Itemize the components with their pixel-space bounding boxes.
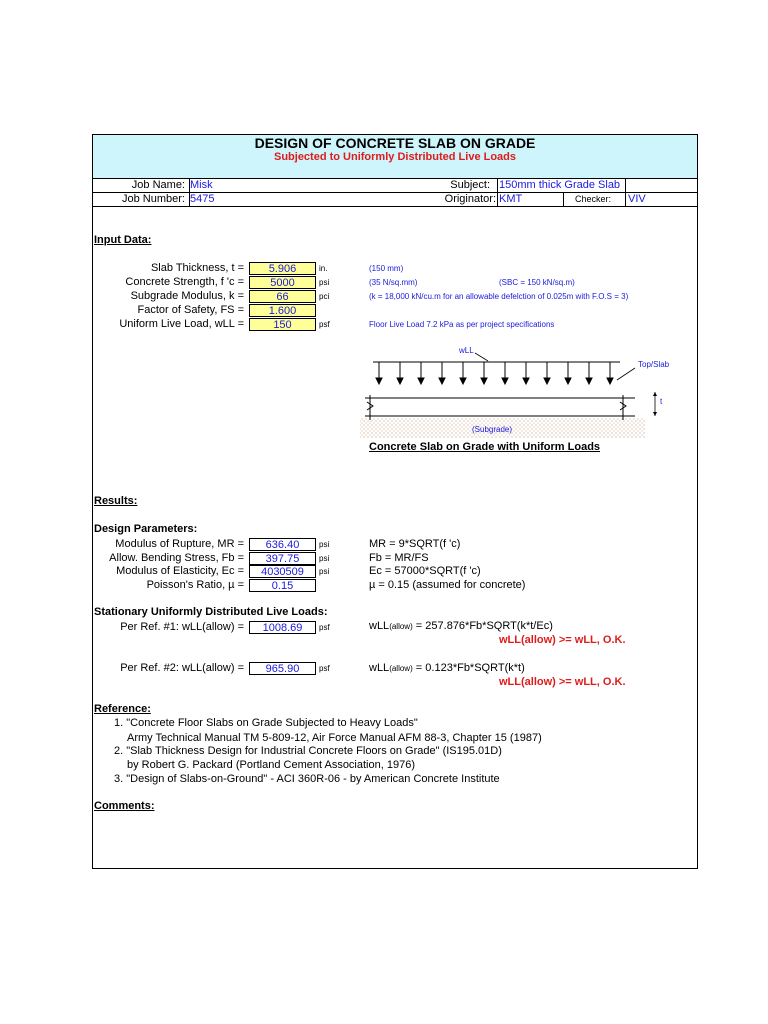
checker-value[interactable]: VIV xyxy=(628,193,646,205)
param-mr-unit: psi xyxy=(319,540,330,549)
input-data-heading: Input Data: xyxy=(94,234,152,246)
ref1-label: Per Ref. #1: wLL(allow) = xyxy=(120,621,244,633)
note-strength: (35 N/sq.mm) xyxy=(369,278,418,287)
param-label-fb: Allow. Bending Stress, Fb = xyxy=(109,552,244,564)
results-heading: Results: xyxy=(94,495,138,507)
reference-line-2: Army Technical Manual TM 5-809-12, Air Force Manual AFM 88-3, Chapter 15 (1987) xyxy=(127,732,542,744)
ref2-check: wLL(allow) >= wLL, O.K. xyxy=(499,676,626,688)
note-sbc: (SBC = 150 kN/sq.m) xyxy=(499,278,575,287)
input-label-strength: Concrete Strength, f 'c = xyxy=(125,276,244,288)
ref2-label: Per Ref. #2: wLL(allow) = xyxy=(120,662,244,674)
diagram-top-slab-label: Top/Slab xyxy=(638,360,670,369)
reference-line-1: 1. "Concrete Floor Slabs on Grade Subjected to Heavy Loads" xyxy=(114,717,418,729)
job-number-label: Job Number: xyxy=(122,193,185,205)
param-mr-value: 636.40 xyxy=(249,538,316,551)
input-label-liveload: Uniform Live Load, wLL = xyxy=(119,318,244,330)
slab-diagram xyxy=(355,340,685,440)
checker-label: Checker: xyxy=(575,194,612,204)
originator-label: Originator: xyxy=(444,193,496,205)
input-thickness-field[interactable]: 5.906 xyxy=(249,262,316,275)
subject-value[interactable]: 150mm thick Grade Slab xyxy=(499,179,621,191)
param-fb-unit: psi xyxy=(319,554,330,563)
ref2-formula: wLL(allow) = 0.123*Fb*SQRT(k*t) xyxy=(369,662,525,674)
unit-psf: psf xyxy=(319,320,330,329)
input-subgrade-field[interactable]: 66 xyxy=(249,290,316,303)
param-label-ec: Modulus of Elasticity, Ec = xyxy=(116,565,244,577)
input-strength-field[interactable]: 5000 xyxy=(249,276,316,289)
ref1-unit: psf xyxy=(319,623,330,632)
unit-psi: psi xyxy=(319,278,330,287)
ref2-value: 965.90 xyxy=(249,662,316,675)
subject-label: Subject: xyxy=(450,179,490,191)
note-subgrade: (k = 18,000 kN/cu.m for an allowable defelction of 0.025m with F.O.S = 3) xyxy=(369,292,629,301)
ref1-check: wLL(allow) >= wLL, O.K. xyxy=(499,634,626,646)
ref1-formula: wLL(allow) = 257.876*Fb*SQRT(k*t/Ec) xyxy=(369,620,553,632)
note-liveload: Floor Live Load 7.2 kPa as per project specifications xyxy=(369,320,555,329)
param-fb-value: 397.75 xyxy=(249,552,316,565)
originator-value[interactable]: KMT xyxy=(499,193,523,205)
job-name-label: Job Name: xyxy=(131,179,185,191)
ref1-value: 1008.69 xyxy=(249,621,316,634)
reference-line-4: by Robert G. Packard (Portland Cement Association, 1976) xyxy=(127,759,415,771)
input-label-fs: Factor of Safety, FS = xyxy=(137,304,244,316)
design-params-heading: Design Parameters: xyxy=(94,523,198,535)
param-fb-formula: Fb = MR/FS xyxy=(369,552,429,564)
sheet-header xyxy=(92,134,698,179)
unit-pci: pci xyxy=(319,292,330,301)
diagram-wll-label: wLL xyxy=(459,346,474,355)
comments-heading: Comments: xyxy=(94,800,155,812)
input-fs-field[interactable]: 1.600 xyxy=(249,304,316,317)
reference-line-5: 3. "Design of Slabs-on-Ground" - ACI 360R-06 - by American Concrete Institute xyxy=(114,773,500,785)
param-poisson-value: 0.15 xyxy=(249,579,316,592)
reference-heading: Reference: xyxy=(94,703,151,715)
unit-in: in. xyxy=(319,264,328,273)
param-label-poisson: Poisson's Ratio, µ = xyxy=(146,579,244,591)
input-label-thickness: Slab Thickness, t = xyxy=(150,262,244,274)
job-name-value[interactable]: Misk xyxy=(190,179,213,191)
param-poisson-formula: µ = 0.15 (assumed for concrete) xyxy=(369,579,526,591)
note-thickness: (150 mm) xyxy=(369,264,404,273)
job-number-value[interactable]: 5475 xyxy=(190,193,215,205)
diagram-caption: Concrete Slab on Grade with Uniform Loads xyxy=(369,441,601,453)
input-label-subgrade: Subgrade Modulus, k = xyxy=(130,290,244,302)
param-ec-value: 4030509 xyxy=(249,565,316,578)
param-label-mr: Modulus of Rupture, MR = xyxy=(115,538,244,550)
param-ec-unit: psi xyxy=(319,567,330,576)
reference-line-3: 2. "Slab Thickness Design for Industrial Concrete Floors on Grade" (IS195.01D) xyxy=(114,745,502,757)
page-title: DESIGN OF CONCRETE SLAB ON GRADE xyxy=(254,135,536,151)
ref2-unit: psf xyxy=(319,664,330,673)
diagram-t-label: t xyxy=(660,397,663,406)
param-mr-formula: MR = 9*SQRT(f 'c) xyxy=(369,538,461,550)
page-subtitle: Subjected to Uniformly Distributed Live Loads xyxy=(273,151,517,163)
input-liveload-field[interactable]: 150 xyxy=(249,318,316,331)
diagram-subgrade-label: (Subgrade) xyxy=(472,425,513,434)
stationary-heading: Stationary Uniformly Distributed Live Loads: xyxy=(94,606,328,618)
param-ec-formula: Ec = 57000*SQRT(f 'c) xyxy=(369,565,481,577)
